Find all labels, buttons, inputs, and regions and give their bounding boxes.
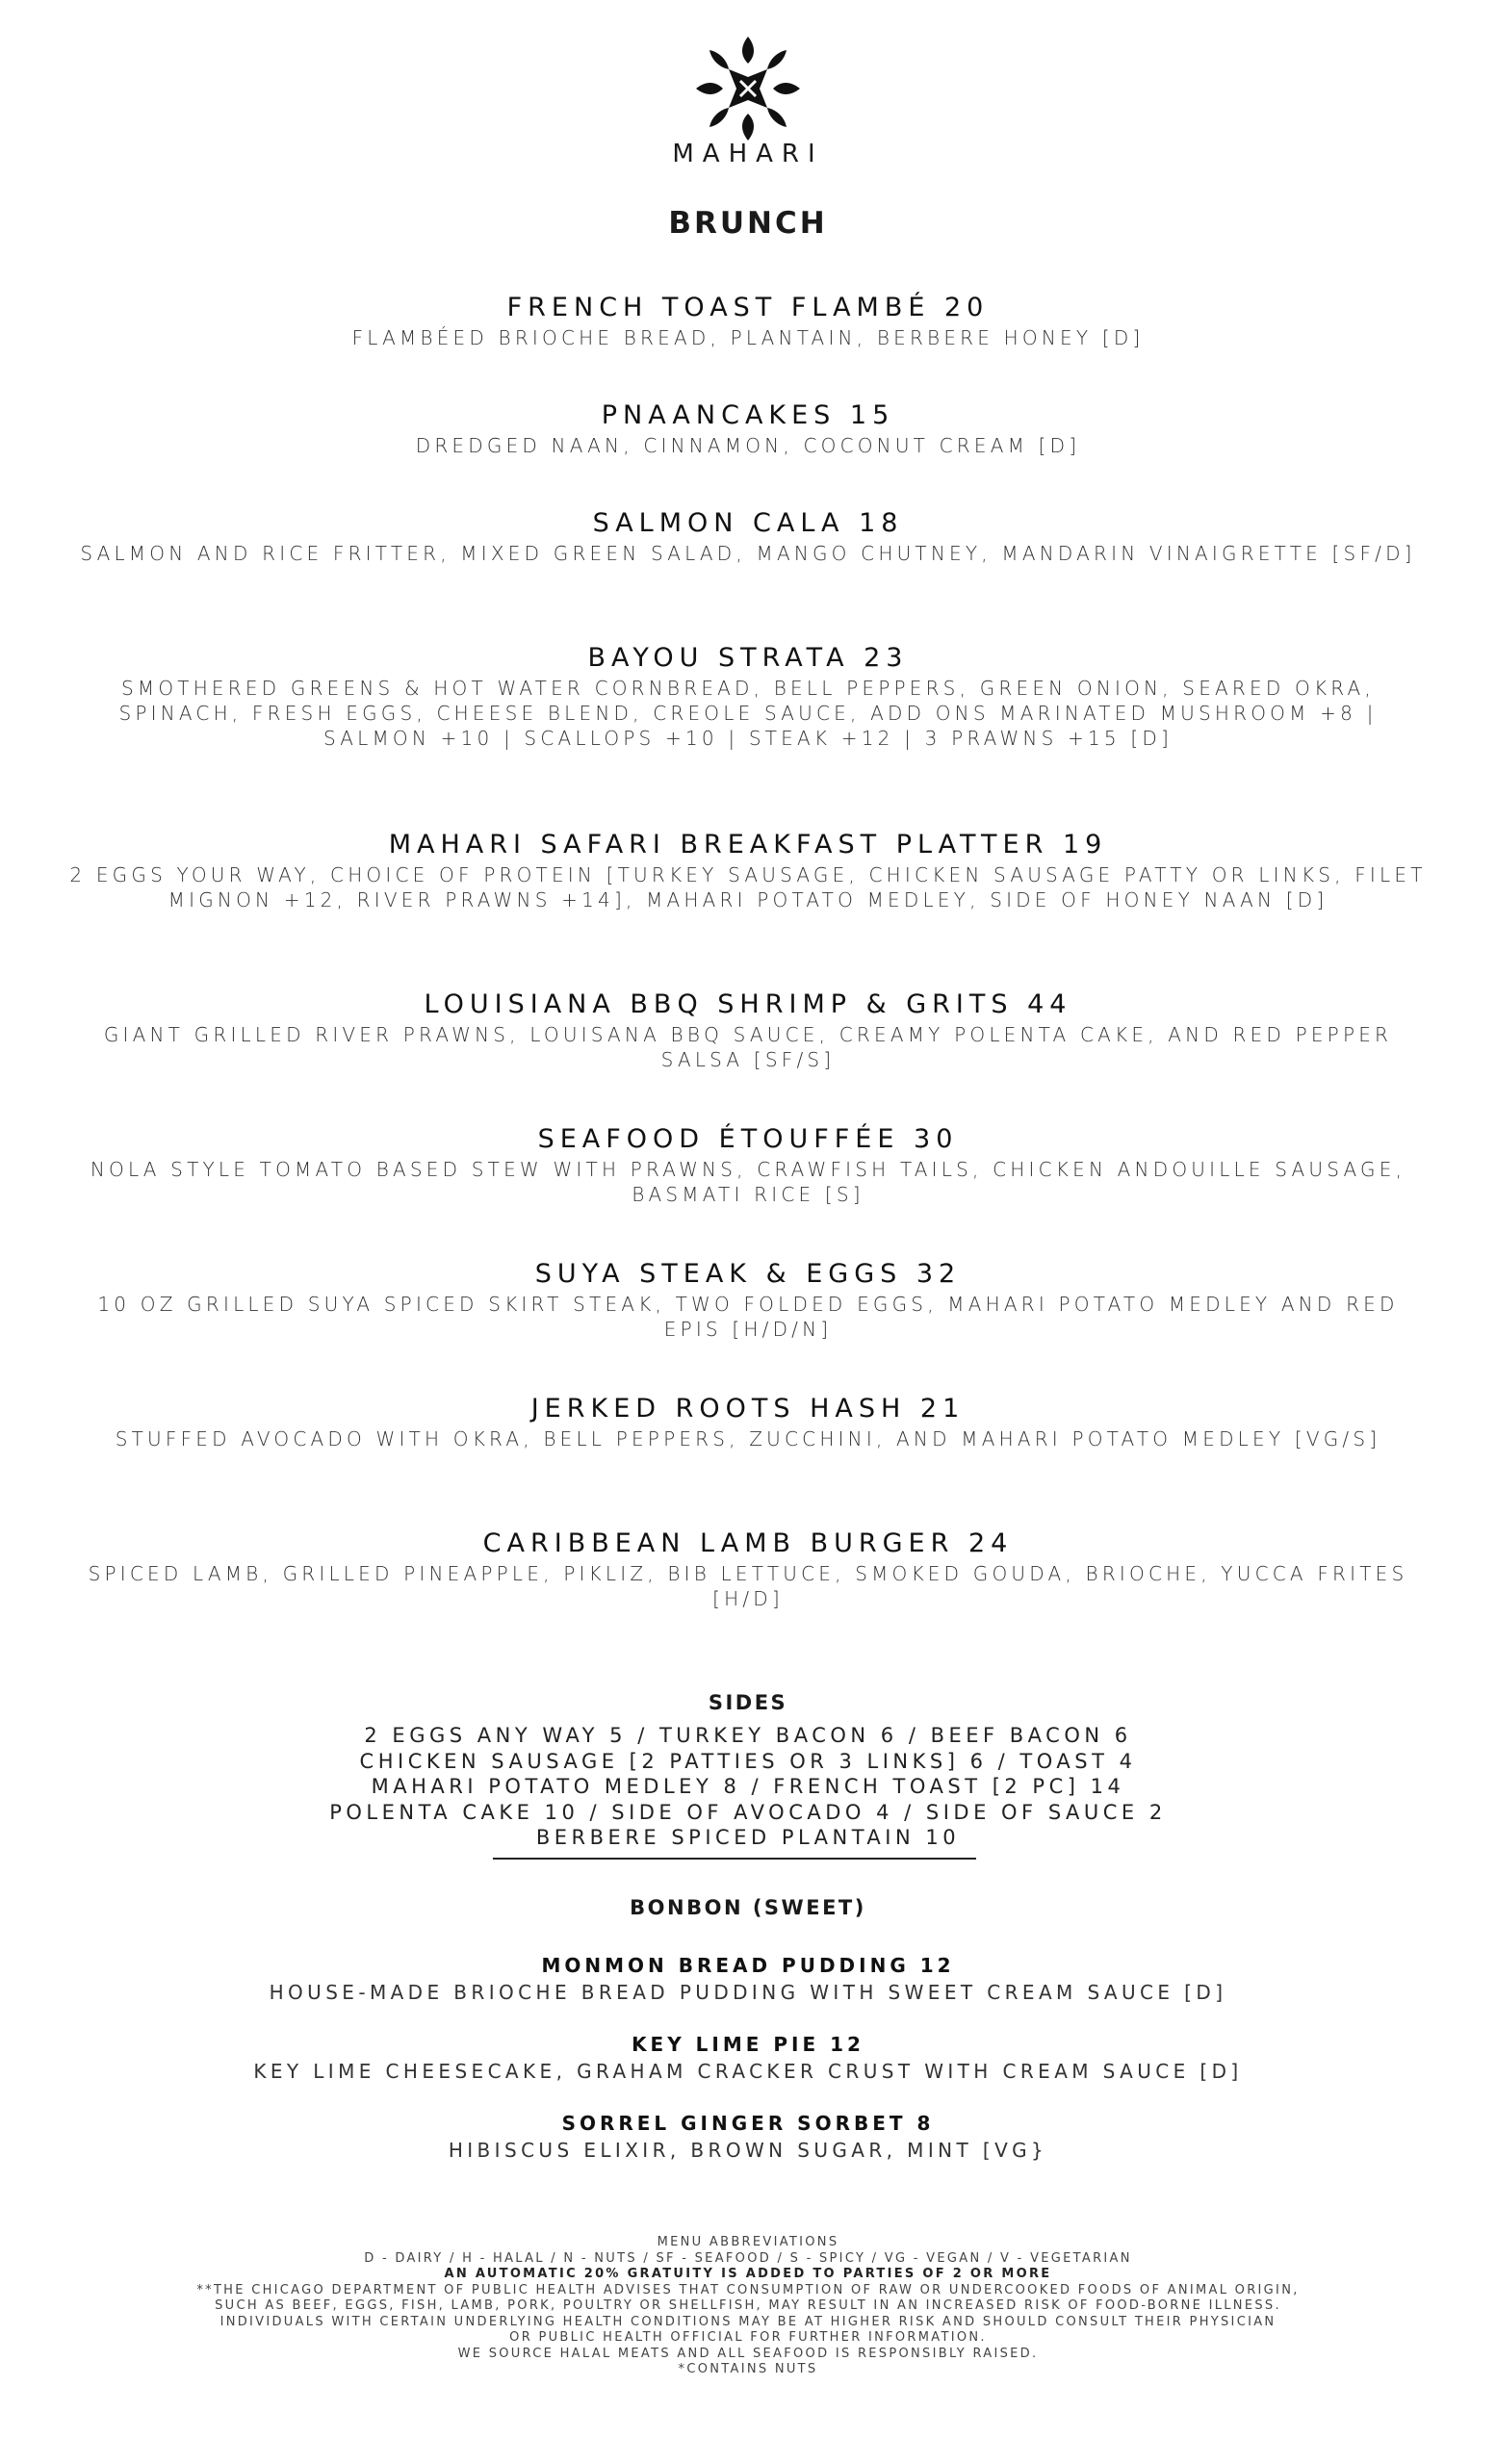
item-name: SUYA STEAK & EGGS 32 (534, 1259, 962, 1289)
abbreviations-list: D - DAIRY / H - HALAL / N - NUTS / SF - SEAFOOD / S - SPICY / VG - VEGAN / V - VEGETARIAN (364, 2250, 1132, 2266)
sides-line: CHICKEN SAUSAGE [2 PATTIES OR 3 LINKS] 6 / TOAST 4 (359, 1749, 1137, 1773)
item-name: BAYOU STRATA 23 (587, 643, 909, 673)
item-name: SALMON CALA 18 (592, 508, 904, 538)
item-name: FRENCH TOAST FLAMBÉ 20 (506, 293, 990, 322)
item-name: MAHARI SAFARI BREAKFAST PLATTER 19 (388, 830, 1108, 860)
brand-name: MAHARI (672, 140, 824, 168)
item-desc: SPICED LAMB, GRILLED PINEAPPLE, PIKLIZ, BIB LETTUCE, SMOKED GOUDA, BRIOCHE, YUCCA FRITES [H/D] (88, 1562, 1408, 1610)
sides-line: BERBERE SPICED PLANTAIN 10 (535, 1826, 961, 1849)
item-name: CARIBBEAN LAMB BURGER 24 (482, 1528, 1014, 1558)
nuts-note: *CONTAINS NUTS (678, 2362, 818, 2376)
item-desc: SALMON AND RICE FRITTER, MIXED GREEN SALAD, MANGO CHUTNEY, MANDARIN VINAIGRETTE [SF/D] (80, 542, 1416, 565)
dessert-desc: KEY LIME CHEESECAKE, GRAHAM CRACKER CRUST WITH CREAM SAUCE [D] (253, 2060, 1243, 2083)
item-desc: STUFFED AVOCADO WITH OKRA, BELL PEPPERS, ZUCCHINI, AND MAHARI POTATO MEDLEY [VG/S] (115, 1427, 1381, 1450)
item-desc: 10 OZ GRILLED SUYA SPICED SKIRT STEAK, TWO FOLDED EGGS, MAHARI POTATO MEDLEY AND RED EPIS [H/D/N] (97, 1293, 1399, 1341)
dessert-desc: HOUSE-MADE BRIOCHE BREAD PUDDING WITH SWEET CREAM SAUCE [D] (269, 1981, 1227, 2004)
item-desc: DREDGED NAAN, CINNAMON, COCONUT CREAM [D] (415, 434, 1081, 457)
dessert-name: SORREL GINGER SORBET 8 (561, 2112, 935, 2135)
mahari-logo-icon (690, 31, 806, 146)
dessert-name: KEY LIME PIE 12 (632, 2033, 864, 2056)
bonbon-heading: BONBON (SWEET) (630, 1896, 866, 1919)
health-notice-line: **THE CHICAGO DEPARTMENT OF PUBLIC HEALTH ADVISES THAT CONSUMPTION OF RAW OR UNDERCOOKED FOODS OF ANIMAL ORIGIN, (196, 2282, 1300, 2297)
sides-list (0, 1723, 1496, 1851)
footer-notes (0, 2235, 1496, 2378)
item-desc: NOLA STYLE TOMATO BASED STEW WITH PRAWNS, CRAWFISH TAILS, CHICKEN ANDOUILLE SAUSAGE, BASMATI RICE [S] (90, 1158, 1406, 1206)
item-name: LOUISIANA BBQ SHRIMP & GRITS 44 (424, 989, 1072, 1019)
item-name: SEAFOOD ÉTOUFFÉE 30 (537, 1124, 959, 1154)
health-notice-line: INDIVIDUALS WITH CERTAIN UNDERLYING HEALTH CONDITIONS MAY BE AT HIGHER RISK AND SHOULD CONSULT THEIR PHYSICIAN (219, 2314, 1277, 2329)
sides-heading: SIDES (708, 1691, 788, 1714)
item-desc: SMOTHERED GREENS & HOT WATER CORNBREAD, BELL PEPPERS, GREEN ONION, SEARED OKRA, SPINACH, FRESH EGGS, CHEESE BLEND, CREOLE SAUCE, ADD ONS MARINATED MUSHROOM +8 | SALMON +10 | SCALLOPS +10 | STEAK +12 | 3 PRAWNS +15 [D] (118, 677, 1378, 750)
menu-title: BRUNCH (668, 206, 828, 241)
item-name: PNAANCAKES 15 (601, 400, 895, 430)
abbreviations-title: MENU ABBREVIATIONS (657, 2235, 839, 2249)
halal-note: WE SOURCE HALAL MEATS AND ALL SEAFOOD IS RESPONSIBLY RAISED. (457, 2346, 1039, 2361)
sides-line: 2 EGGS ANY WAY 5 / TURKEY BACON 6 / BEEF BACON 6 (364, 1724, 1132, 1747)
dessert-name: MONMON BREAD PUDDING 12 (541, 1954, 955, 1977)
item-desc: FLAMBÉED BRIOCHE BREAD, PLANTAIN, BERBERE HONEY [D] (351, 326, 1145, 349)
gratuity-note: AN AUTOMATIC 20% GRATUITY IS ADDED TO PARTIES OF 2 OR MORE (444, 2267, 1052, 2281)
item-desc: 2 EGGS YOUR WAY, CHOICE OF PROTEIN [TURKEY SAUSAGE, CHICKEN SAUSAGE PATTY OR LINKS, FILET MIGNON +12, RIVER PRAWNS +14], MAHARI POTATO MEDLEY, SIDE OF HONEY NAAN [D] (69, 863, 1427, 911)
item-name: JERKED ROOTS HASH 21 (530, 1394, 966, 1424)
sides-line: POLENTA CAKE 10 / SIDE OF AVOCADO 4 / SIDE OF SAUCE 2 (329, 1800, 1167, 1824)
sides-line: MAHARI POTATO MEDLEY 8 / FRENCH TOAST [2 PC] 14 (371, 1775, 1125, 1798)
dessert-desc: HIBISCUS ELIXIR, BROWN SUGAR, MINT [VG} (448, 2139, 1048, 2162)
item-desc: GIANT GRILLED RIVER PRAWNS, LOUISANA BBQ SAUCE, CREAMY POLENTA CAKE, AND RED PEPPER SALSA [SF/S] (103, 1023, 1393, 1071)
health-notice-line: OR PUBLIC HEALTH OFFICIAL FOR FURTHER INFORMATION. (509, 2330, 987, 2345)
health-notice-line: SUCH AS BEEF, EGGS, FISH, LAMB, PORK, POULTRY OR SHELLFISH, MAY RESULT IN AN INCREASED RISK OF FOOD-BORNE ILLNESS. (215, 2298, 1281, 2313)
section-divider (493, 1858, 976, 1860)
